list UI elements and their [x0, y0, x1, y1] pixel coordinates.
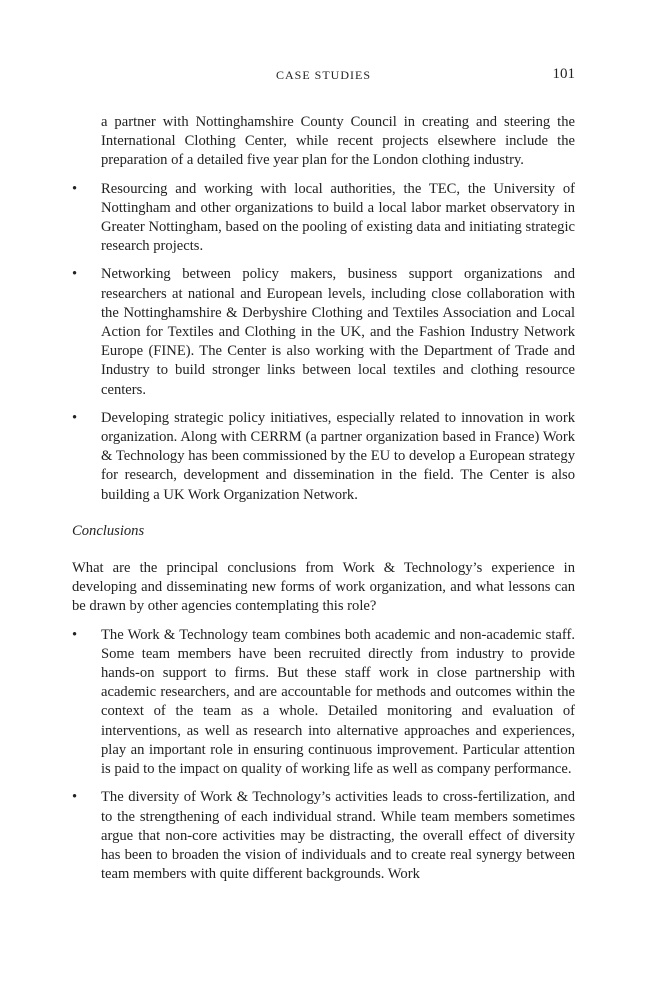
list-item-text: Networking between policy makers, business support organizations and researchers at national and European levels, including close collaboration with the Nottinghamshire & Derbyshire Clothing and Textiles Association and Local Action for Textiles and Clothing in the UK, and the Fashion Industry Network Europe (FINE). The Center is also working with the Department of Trade and Industry to build stronger links between local textiles and clothing resource centers.	[101, 266, 575, 398]
bullet-icon: •	[72, 789, 78, 806]
intro-paragraph: What are the principal conclusions from Work & Technology’s experience in developing and disseminating new forms of work organization, and what lessons can be drawn by other agencies contemplating this role?	[72, 560, 575, 615]
list-item-text: The diversity of Work & Technology’s activities leads to cross-fertilization, and to the strengthening of each individual strand. While team members sometimes argue that non-core activities may be distracting, the overall effect of diversity has been to broaden the vision of individuals and to create real synergy between team members with quite different backgrounds. Work	[101, 789, 575, 883]
page-number: 101	[552, 66, 575, 82]
running-title: CASE STUDIES	[275, 68, 371, 82]
list-item	[72, 265, 575, 399]
running-head	[72, 66, 575, 84]
list-item	[72, 409, 575, 505]
page-body	[72, 113, 575, 893]
list-item-text: Developing strategic policy initiatives, especially related to innovation in work organization. Along with CERRM (a partner organization based in France) Work & Technology has been commissioned by the EU to develop a European strategy for research, development and dissemination in the field. The Center is also building a UK Work Organization Network.	[101, 409, 575, 503]
bullet-icon: •	[72, 409, 78, 426]
section-heading: Conclusions	[72, 522, 145, 539]
list-item	[72, 180, 575, 257]
list-item	[72, 788, 575, 884]
list-item-text: The Work & Technology team combines both academic and non-academic staff. Some team members have been recruited directly from industry to provide hands-on support to firms. But these staff work in close partnership with academic researchers, and are accountable for methods and outcomes within the context of the team as a whole. Detailed monitoring and evaluation of interventions, as well as research into alternative approaches and experiences, play an important role in ensuring continuous improvement. Particular attention is paid to the impact on quality of working life as well as company performance.	[101, 626, 575, 778]
bullet-icon: •	[72, 266, 78, 283]
bullet-icon: •	[72, 626, 78, 643]
continued-paragraph: a partner with Nottinghamshire County Council in creating and steering the International Clothing Center, while recent projects elsewhere include the preparation of a detailed five year plan for the London clothing industry.	[101, 114, 575, 169]
list-item-text: Resourcing and working with local authorities, the TEC, the University of Nottingham and other organizations to build a local labor market observatory in Greater Nottingham, based on the pooling of existing data and initiating strategic research projects.	[101, 180, 575, 255]
list-item	[72, 626, 575, 780]
bullet-icon: •	[72, 180, 78, 197]
